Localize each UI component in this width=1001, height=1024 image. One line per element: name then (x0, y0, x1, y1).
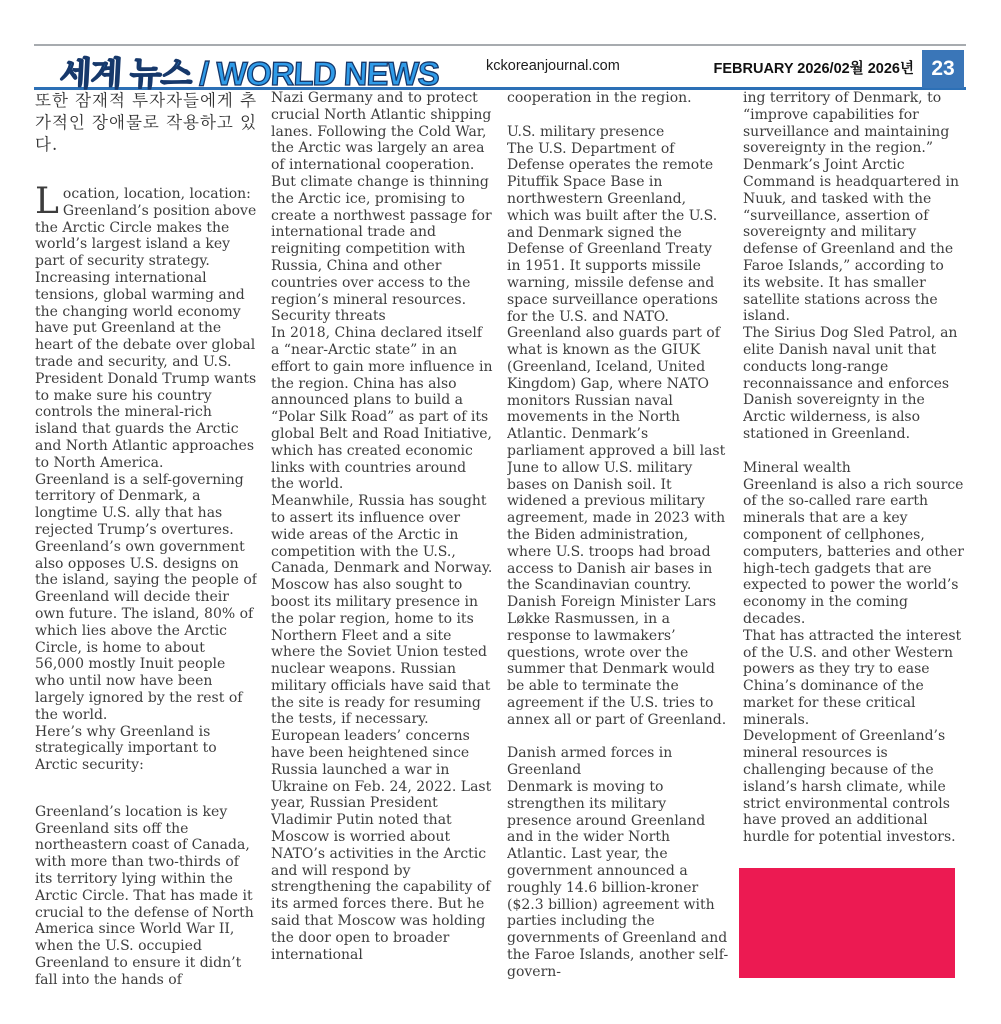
article-paragraph: Development of Greenland’s mineral resources is challenging because of the island’s harsh climate, while strict environmental controls have proved an additional hurdle for potential investors. (743, 728, 956, 846)
article-paragraph: Danish Foreign Minister Lars Løkke Rasmussen, in a response to lawmakers’ questions, wrote over the summer that Denmark would be able to terminate the agreement if the U.S. tries to annex all or part of Greenland. (507, 594, 727, 728)
article-paragraph: Greenland is a self-governing territory of Denmark, a longtime U.S. ally that has rejected Trump’s overtures. (35, 471, 244, 538)
article-paragraph: Meanwhile, Russia has sought to assert its influence over wide areas of the Arctic in competition with the U.S., Canada, Denmark and Norway. Moscow has also sought to boost its military presence in the polar region, home to its Northern Fleet and a site where the Soviet Union tested nuclear weapons. Russian military officials have said that the site is ready for resuming the tests, if necessary. (271, 493, 493, 728)
paragraph-gap (507, 107, 729, 124)
issue-date: FEBRUARY 2026/02월 2026년 (713, 61, 914, 77)
article-column-1 (35, 90, 257, 1020)
article-column-2 (271, 90, 493, 1020)
article-subhead: Security threats (271, 308, 386, 325)
article-paragraph: European leaders’ concerns have been heightened since Russia launched a war in Ukraine on Feb. 24, 2022. Last year, Russian President Vladimir Putin noted that Moscow is worried about NATO’s activities in the Arctic and will respond by strengthening the capability of its armed forces there. But he said that Moscow was holding the door open to broader international (271, 728, 492, 963)
website-url: kckoreanjournal.com (486, 58, 620, 74)
paragraph-gap (35, 156, 257, 186)
article-paragraph: The U.S. Department of Defense operates the remote Pituffik Space Base in northwestern Greenland, which was built after the U.S. and Denmark signed the Defense of Greenland Treaty in 1951. It supports missile warning, missile defense and space surveillance operations for the U.S. and NATO. (507, 140, 718, 325)
article-paragraph: Greenland is also a rich source of the so-called rare earth minerals that are a key component of cellphones, computers, batteries and other high-tech gadgets that are expected to power the world’s economy in the coming decades. (743, 476, 964, 627)
article-paragraph: Greenland also guards part of what is known as the GIUK (Greenland, Iceland, United Kingdom) Gap, where NATO monitors Russian naval movements in the North Atlantic. Denmark’s parliament approved a bill last June to allow U.S. military bases on Danish soil. It widened a previous military agreement, made in 2023 with the Biden administration, where U.S. troops had broad access to Danish air bases in the Scandinavian country. (507, 325, 726, 594)
article-paragraph: Location, location, location: Greenland’s position above the Arctic Circle makes the world’s largest island a key part of security strategy. Increasing international tensions, global warming and the changing world economy have put Greenland at the heart of the debate over global trade and security, and U.S. President Donald Trump wants to make sure his country controls the mineral-rich island that guards the Arctic and North Atlantic approaches to North America. (35, 181, 257, 471)
korean-paragraph: 또한 잠재적 투자자들에게 추가적인 장애물로 작용하고 있다. (35, 91, 257, 154)
article-column-3 (507, 90, 729, 1020)
article-paragraph: ing territory of Denmark, to “improve capabilities for surveillance and maintaining sovereignty in the region.” (743, 90, 950, 157)
paragraph-gap (35, 774, 257, 804)
article-paragraph: In 2018, China declared itself a “near-Arctic state” in an effort to gain more influence in the region. China has also announced plans to build a “Polar Silk Road” as part of its global Belt and Road Initiative, which has created economic links with countries around the world. (271, 325, 493, 493)
article-subhead: Danish armed forces in Greenland (507, 745, 673, 779)
article-paragraph: Nazi Germany and to protect crucial North Atlantic shipping lanes. Following the Cold War, the Arctic was largely an area of international cooperation. But climate change is thinning the Arctic ice, promising to create a northwest passage for international trade and reigniting competition with Russia, China and other countries over access to the region’s mineral resources. (271, 90, 492, 308)
paragraph-gap (507, 728, 729, 745)
paragraph-gap (743, 443, 965, 460)
article-paragraph: The Sirius Dog Sled Patrol, an elite Danish naval unit that conducts long-range reconnaissance and enforces Danish sovereignty in the Arctic wilderness, is also stationed in Greenland. (743, 325, 958, 442)
masthead (34, 44, 966, 90)
article-subhead: Greenland’s location is key (35, 803, 228, 820)
article-paragraph: Greenland’s own government also opposes U.S. designs on the island, saying the people of Greenland will decide their own future. The island, 80% of which lies above the Arctic Circle, is home to about 56,000 mostly Inuit people who until now have been largely ignored by the rest of the world. (35, 538, 257, 723)
article-paragraph: Greenland sits off the northeastern coast of Canada, with more than two-thirds of its territory lying within the Arctic Circle. That has made it crucial to the defense of North America since World War II, when the U.S. occupied Greenland to ensure it didn’t fall into the hands of (35, 820, 254, 988)
page-number-badge: 23 (922, 50, 964, 88)
article-subhead: Mineral wealth (743, 459, 851, 476)
article-paragraph: Denmark is moving to strengthen its military presence around Greenland and in the wider North Atlantic. Last year, the government announced a roughly 14.6 billion-kroner ($2.3 billion) agreement with parties including the governments of Greenland and the Faroe Islands, another self-govern- (507, 779, 729, 980)
article-paragraph: Denmark’s Joint Arctic Command is headquartered in Nuuk, and tasked with the “surveillance, assertion of sovereignty and military defense of Greenland and the Faroe Islands,” according to its website. It has smaller satellite stations across the island. (743, 157, 960, 325)
article-paragraph: That has attracted the interest of the U.S. and other Western powers as they try to ease China’s dominance of the market for these critical minerals. (743, 627, 962, 728)
pink-color-block (739, 868, 955, 978)
article-paragraph: Here’s why Greenland is strategically important to Arctic security: (35, 723, 217, 774)
section-title: 세계 뉴스 / WORLD NEWS (58, 55, 440, 92)
drop-cap: L (35, 181, 59, 222)
article-paragraph: cooperation in the region. (507, 90, 692, 106)
article-subhead: U.S. military presence (507, 123, 665, 140)
